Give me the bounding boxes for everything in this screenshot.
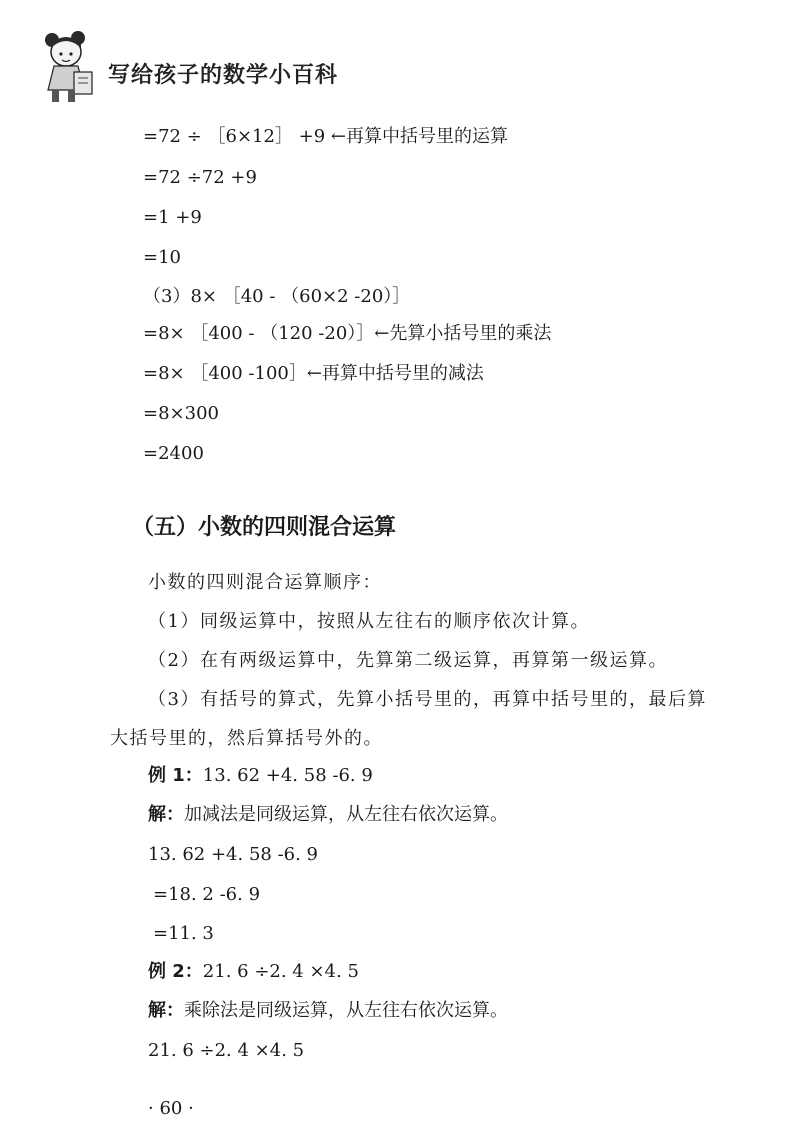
book-title: 写给孩子的数学小百科 — [108, 63, 339, 88]
example-expression: 21. 6 ÷2. 4 ×4. 5 — [202, 961, 359, 982]
example-expression: 13. 62 +4. 58 -6. 9 — [202, 765, 373, 786]
section-title: （五）小数的四则混合运算 — [132, 515, 397, 540]
solution-1 — [148, 803, 508, 827]
solution-step: 13. 62 +4. 58 -6. 9 — [148, 844, 319, 865]
solution-step: 21. 6 ÷2. 4 ×4. 5 — [148, 1040, 305, 1061]
example-label: 例 1： — [148, 765, 203, 786]
solution-label: 解： — [148, 1000, 184, 1021]
calc-line: =72 ÷ ［6×12］ +9 ←再算中括号里的运算 — [143, 126, 509, 147]
solution-text: 乘除法是同级运算，从左往右依次运算。 — [184, 1000, 508, 1021]
example-label: 例 2： — [148, 961, 203, 982]
example-1 — [148, 764, 373, 788]
page-number: · 60 · — [148, 1098, 194, 1119]
rule-item: 大括号里的，然后算括号外的。 — [110, 728, 383, 749]
calc-line: （3）8× ［40 - （60×2 -20）］ — [143, 286, 411, 307]
calc-line: =8×300 — [143, 403, 219, 424]
example-2 — [148, 960, 359, 984]
rule-item: （3）有括号的算式，先算小括号里的，再算中括号里的，最后算 — [148, 689, 707, 710]
solution-step: =18. 2 -6. 9 — [153, 884, 261, 905]
solution-step: =11. 3 — [153, 923, 214, 944]
calc-line: =1 +9 — [143, 207, 202, 228]
rule-item: （2）在有两级运算中，先算第二级运算，再算第一级运算。 — [148, 650, 668, 671]
calc-line: =10 — [143, 247, 181, 268]
calc-line: =8× ［400 -100］←再算中括号里的减法 — [143, 363, 484, 384]
solution-2 — [148, 999, 508, 1023]
solution-label: 解： — [148, 804, 184, 825]
rule-item: （1）同级运算中，按照从左往右的顺序依次计算。 — [148, 611, 590, 632]
solution-text: 加减法是同级运算，从左往右依次运算。 — [184, 804, 508, 825]
page-header — [38, 28, 438, 108]
calc-line: =8× ［400 - （120 -20）］←先算小括号里的乘法 — [143, 323, 552, 344]
calc-line: =72 ÷72 +9 — [143, 167, 257, 188]
rules-intro: 小数的四则混合运算顺序： — [148, 572, 382, 593]
calc-line: =2400 — [143, 443, 204, 464]
girl-mascot-icon — [38, 28, 100, 106]
